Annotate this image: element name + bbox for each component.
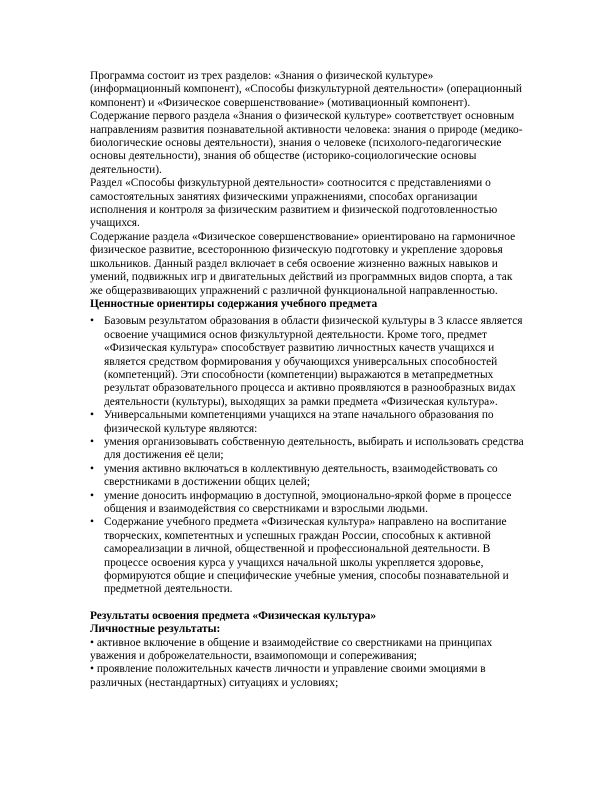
- intro-paragraph-2: Содержание первого раздела «Знания о физической культуре» соответствует основным направлениям развития познавательной активности человека: знания о природе (медико-биологические основы деятельности), знания о человеке (психолого-педагогические основы деятельности), знания об обществе (историко-социологические основы деятельности).: [90, 110, 523, 176]
- bullet-marker: •: [90, 489, 94, 502]
- list-item-text: умение доносить информацию в доступной, эмоционально-яркой форме в процессе общения и взаимодействия со сверстниками и взрослыми людьми.: [104, 489, 512, 515]
- intro-paragraph-3: Раздел «Способы физкультурной деятельности» соотносится с представлениями о самостоятельных занятиях физическими упражнениями, способах организации исполнения и контроля за физическим развитием и физической подготовленностью учащихся.: [90, 177, 498, 230]
- list-item: • активное включение в общение и взаимодействие со сверстниками на принципах уважения и доброжелательности, взаимопомощи и сопереживания;: [90, 636, 493, 663]
- spacer: [90, 597, 524, 610]
- bullet-marker: •: [90, 409, 94, 422]
- personal-results-heading: Личностные результаты:: [90, 623, 221, 636]
- results-heading: Результаты освоения предмета «Физическая культура»: [90, 609, 377, 622]
- list-item: [90, 315, 524, 409]
- values-heading: Ценностные ориентиры содержания учебного предмета: [90, 297, 378, 310]
- list-item-text: Базовым результатом образования в области физической культуры в 3 классе является освоение учащимися основ физкультурной деятельности. Кроме того, предмет «Физическая культура» способствует развитию личностных качеств учащихся и является средством формирования у обучающихся универсальных способностей (компетенций). Эти способности (компетенции) выражаются в метапредметных результат образовательного процесса и активно проявляются в разнообразных видах деятельности (культуры), выходящих за рамки предмета «Физическая культура».: [104, 315, 523, 408]
- list-item: [90, 409, 524, 436]
- list-item: [90, 463, 524, 490]
- list-item-text: умения активно включаться в коллективную деятельность, взаимодействовать со сверстниками в достижении общих целей;: [104, 462, 498, 489]
- intro-paragraph-4: Содержание раздела «Физическое совершенствование» ориентировано на гармоничное физическое развитие, всестороннюю физическую подготовку и укрепление здоровья школьников. Данный раздел включает в себя освоение жизненно важных навыков и умений, подвижных игр и двигательных действий из программных видов спорта, а так же общеразвивающих упражнений с различной функциональной направленностью.: [90, 230, 516, 297]
- list-item: [90, 516, 524, 596]
- document-page: [90, 70, 524, 690]
- values-list: [90, 315, 524, 597]
- list-item: [90, 436, 524, 463]
- list-item: • проявление положительных качеств личности и управление своими эмоциями в различных (нестандартных) ситуациях и условиях;: [90, 663, 486, 689]
- bullet-marker: •: [90, 462, 94, 475]
- intro-paragraph-1: Программа состоит из трех разделов: «Знания о физической культуре» (информационный компонент), «Способы физкультурной деятельности» (операционный компонент) и «Физическое совершенствование» (мотивационный компонент).: [90, 70, 522, 109]
- bullet-marker: •: [90, 315, 94, 328]
- list-item: [90, 490, 524, 517]
- list-item-text: Содержание учебного предмета «Физическая культура» направлено на воспитание творческих, компетентных и успешных граждан России, способных к активной самореализации в личной, общественной и профессиональной деятельности. В процессе освоения курса у учащихся начальной школы укрепляется здоровье, формируются общие и специфические учебные умения, способы познавательной и предметной деятельности.: [104, 516, 509, 596]
- list-item-text: умения организовывать собственную деятельность, выбирать и использовать средства для достижения её цели;: [104, 435, 524, 462]
- bullet-marker: •: [90, 435, 94, 448]
- list-item-text: Универсальными компетенциями учащихся на этапе начального образования по физической культуре являются:: [104, 409, 494, 435]
- personal-results-list: [90, 637, 524, 691]
- bullet-marker: •: [90, 516, 94, 529]
